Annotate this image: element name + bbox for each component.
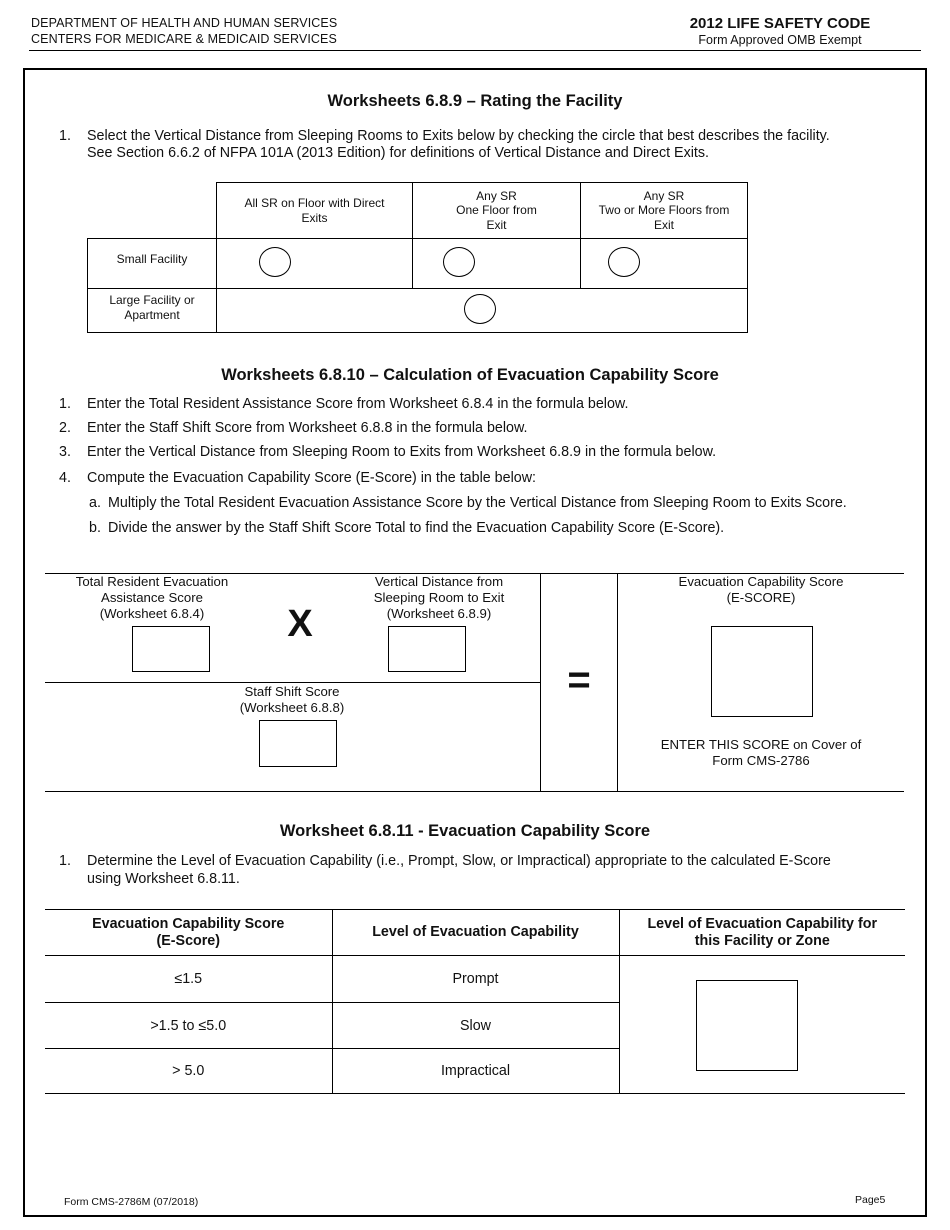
form-id-footer: Form CMS-2786M (07/2018): [64, 1196, 199, 1208]
facility-level-input[interactable]: [696, 980, 798, 1071]
header-divider: [29, 50, 921, 51]
resident-score-input[interactable]: [132, 626, 210, 672]
escore-label: Evacuation Capability Score (E-SCORE): [678, 574, 844, 605]
ws-6810-substep-b: b. Divide the answer by the Staff Shift Score Total to find the Evacuation Capability Score (E-Score).: [89, 520, 725, 536]
ws-689-title: Worksheets 6.8.9 – Rating the Facility: [327, 92, 623, 110]
resident-score-label: Total Resident Evacuation Assistance Score (Worksheet 6.8.4): [75, 574, 229, 621]
small-two-floors-cell: [581, 239, 748, 289]
ws-6810-step-4: 4. Compute the Evacuation Capability Score (E-Score) in the table below:: [59, 470, 536, 486]
table-row: [45, 956, 905, 1003]
form-title: 2012 LIFE SAFETY CODE: [689, 15, 871, 32]
col-header-direct-exits: All SR on Floor with Direct Exits: [217, 183, 413, 239]
row-label-small-facility: Small Facility: [88, 239, 217, 289]
list-number: 1.: [59, 128, 71, 144]
instruction-line-1: Select the Vertical Distance from Sleeping Rooms to Exits below by checking the circle that best describes the facility.: [87, 128, 830, 144]
col-header-one-floor: Any SR One Floor from Exit: [413, 183, 581, 239]
vertical-distance-label: Vertical Distance from Sleeping Room to Exit (Worksheet 6.8.9): [373, 574, 505, 621]
header-level: Level of Evacuation Capability: [332, 910, 619, 956]
ws-6810-step-3: 3. Enter the Vertical Distance from Sleeping Room to Exits from Worksheet 6.8.9 in the formula below.: [59, 444, 717, 460]
vertical-distance-table: [87, 182, 748, 333]
ws-6810-substep-a: a. Multiply the Total Resident Evacuation Assistance Score by the Vertical Distance from Sleeping Room to Exits Score.: [89, 495, 847, 511]
ws-6810-step-1: 1. Enter the Total Resident Assistance Score from Worksheet 6.8.4 in the formula below.: [59, 396, 629, 412]
radio-small-one-floor[interactable]: [443, 247, 475, 277]
equals-sign: =: [567, 658, 591, 702]
ws-6810-title: Worksheets 6.8.10 – Calculation of Evacuation Capability Score: [221, 366, 719, 384]
formula-fraction-bar: [45, 682, 541, 683]
form-subtitle: Form Approved OMB Exempt: [698, 33, 862, 47]
staff-shift-label: Staff Shift Score (Worksheet 6.8.8): [239, 684, 345, 715]
header-escore: Evacuation Capability Score (E-Score): [45, 910, 332, 956]
multiply-sign: X: [287, 603, 313, 645]
ws-6811-instruction-1: 1. Determine the Level of Evacuation Capability (i.e., Prompt, Slow, or Impractical) appropriate to the calculated E-Score using Worksheet 6.8.11.: [59, 853, 831, 887]
page-number: Page5: [855, 1194, 886, 1206]
radio-small-direct-exits[interactable]: [259, 247, 291, 277]
vertical-distance-input[interactable]: [388, 626, 466, 672]
col-header-two-floors: Any SR Two or More Floors from Exit: [581, 183, 748, 239]
instruction-line-2: See Section 6.6.2 of NFPA 101A (2013 Edition) for definitions of Vertical Distance and Direct Exits.: [87, 145, 709, 161]
radio-small-two-floors[interactable]: [608, 247, 640, 277]
facility-level-cell: [619, 956, 905, 1094]
ws-689-instruction-1: [59, 128, 919, 164]
level-cell: Slow: [332, 1003, 619, 1049]
escore-range-cell: ≤1.5: [45, 956, 332, 1003]
agency-line-2: CENTERS FOR MEDICARE & MEDICAID SERVICES: [31, 31, 337, 46]
small-one-floor-cell: [413, 239, 581, 289]
escore-input[interactable]: [711, 626, 813, 717]
escore-range-cell: > 5.0: [45, 1049, 332, 1094]
row-label-large-facility: Large Facility or Apartment: [88, 289, 217, 333]
empty-corner-cell: [88, 183, 217, 239]
ws-6811-title: Worksheet 6.8.11 - Evacuation Capability Score: [279, 822, 651, 840]
escore-cover-note: ENTER THIS SCORE on Cover of Form CMS-2786: [660, 737, 862, 768]
agency-header: [31, 16, 337, 47]
level-cell: Prompt: [332, 956, 619, 1003]
formula-bottom-border: [45, 791, 904, 792]
staff-shift-input[interactable]: [259, 720, 337, 767]
ws-6810-step-2: 2. Enter the Staff Shift Score from Worksheet 6.8.8 in the formula below.: [59, 420, 528, 436]
large-facility-cell: [217, 289, 748, 333]
header-facility-level: Level of Evacuation Capability for this Facility or Zone: [619, 910, 905, 956]
small-direct-exits-cell: [217, 239, 413, 289]
level-cell: Impractical: [332, 1049, 619, 1094]
agency-line-1: DEPARTMENT OF HEALTH AND HUMAN SERVICES: [31, 16, 338, 30]
escore-range-cell: >1.5 to ≤5.0: [45, 1003, 332, 1049]
radio-large-facility[interactable]: [464, 294, 496, 324]
evacuation-capability-table: [45, 909, 905, 1094]
